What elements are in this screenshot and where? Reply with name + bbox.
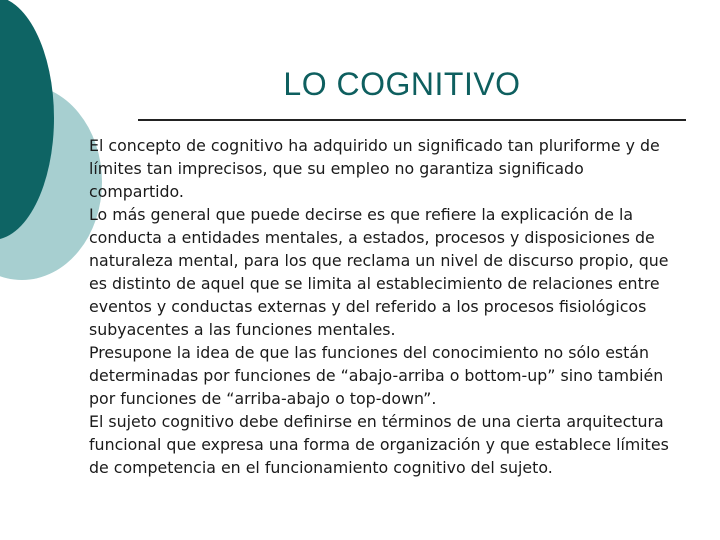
title-underline — [138, 119, 686, 121]
paragraph-3: Presupone la idea de que las funciones del conocimiento no sólo están determinadas por funciones de “abajo-arriba o bottom-up” sino también por funciones de “arriba-abajo o top-down”. — [89, 343, 664, 408]
slide-title: LO COGNITIVO — [283, 66, 521, 102]
paragraph-2: Lo más general que puede decirse es que refiere la explicación de la conducta a entidades mentales, a estados, procesos y disposiciones de naturaleza mental, para los que reclama un nivel de discurso propio, que es distinto de aquel que se limita al establecimiento de relaciones entre eventos y conductas externas y del referido a los procesos fisiológicos subyacentes a las funciones mentales. — [89, 205, 669, 339]
paragraph-4: El sujeto cognitivo debe definirse en términos de una cierta arquitectura funcional que expresa una forma de organización y que establece límites de competencia en el funcionamiento cognitivo del sujeto. — [89, 412, 669, 477]
slide-body — [89, 134, 679, 479]
paragraph-1: El concepto de cognitivo ha adquirido un significado tan pluriforme y de límites tan imprecisos, que su empleo no garantiza significado compartido. — [89, 136, 660, 201]
